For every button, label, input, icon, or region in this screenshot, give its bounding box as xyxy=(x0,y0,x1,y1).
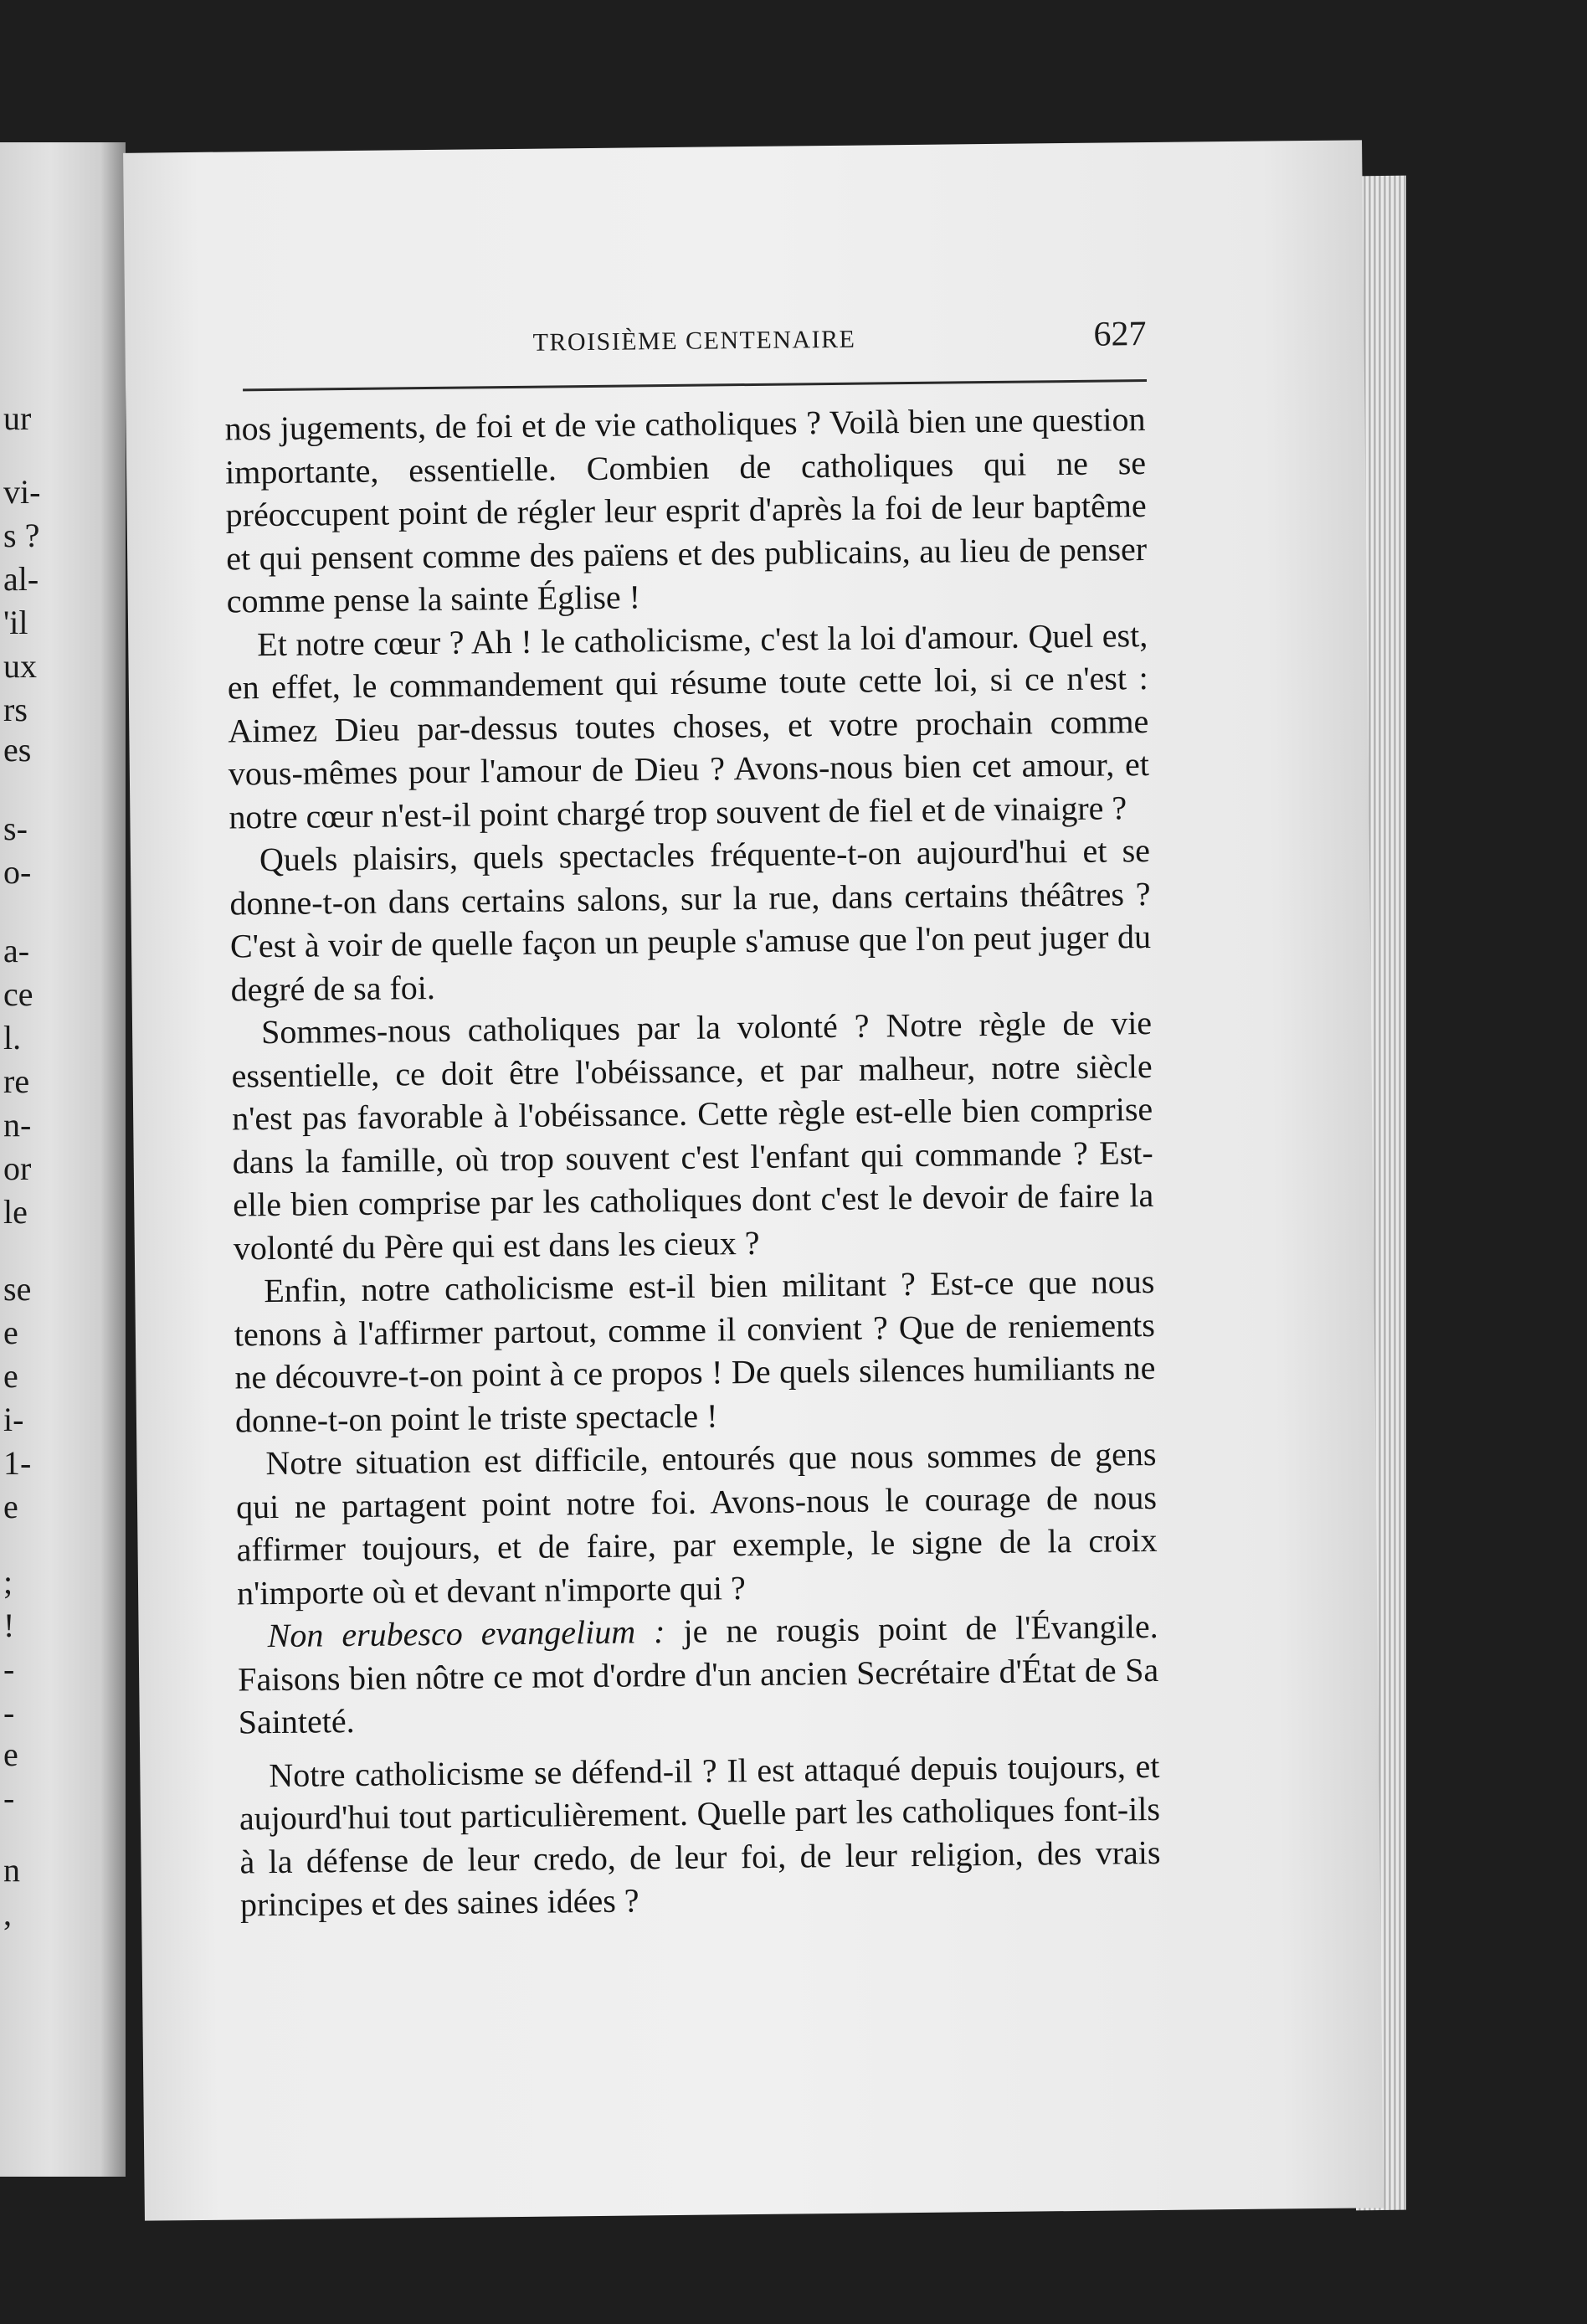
left-fragment: s ? xyxy=(3,517,40,554)
page-header xyxy=(242,315,1147,382)
left-fragment: e xyxy=(3,1357,18,1395)
left-fragment: 1- xyxy=(3,1444,32,1482)
paragraph: Notre situation est difficile, entourés que nous sommes de gens qui ne partagent point notre foi. Avons-nous le courage de nous affirmer toujours, et de faire, par exemple, le signe de la croix n'importe où et devant n'importe qui ? xyxy=(235,1434,1158,1612)
left-fragment: le xyxy=(3,1193,28,1231)
paragraph: Sommes-nous catholiques par la volonté ? Notre règle de vie essentielle, ce doit être l'obéissance, et par malheur, notre siècle n'est pas favorable à l'obéissance. Cette règle est-elle bien comprise dans la famille, où trop souvent c'est l'enfant qui commande ? Est-elle bien comprise par les catholiques dont c'est le devoir de faire la volonté du Père qui est dans les cieux ? xyxy=(231,1004,1154,1267)
left-fragment: - xyxy=(3,1694,15,1731)
paragraph: Notre catholicisme se défend-il ? Il est attaqué depuis toujours, et aujourd'hui tout particulièrement. Quelle part les catholiques font-ils à la défense de leur credo, de leur foi, de leur religion, des vrais principes et des saines idées ? xyxy=(239,1746,1161,1924)
paragraph: Enfin, notre catholicisme est-il bien militant ? Est-ce que nous tenons à l'affirmer partout, comme il convient ? Que de reniements ne découvre-t-on point à ce propos ! De quels silences humiliants ne donne-t-on point le triste spectacle ! xyxy=(234,1262,1156,1439)
left-fragment: or xyxy=(3,1149,32,1187)
left-fragment: re xyxy=(3,1062,30,1100)
left-fragment: l. xyxy=(3,1019,22,1057)
header-rule xyxy=(243,379,1147,391)
left-fragment: - xyxy=(3,1650,15,1688)
latin-quote: Non erubesco evangelium : xyxy=(267,1612,665,1655)
left-fragment: ur xyxy=(3,399,32,437)
body-text xyxy=(224,398,1161,1926)
left-fragment: s- xyxy=(3,810,28,847)
left-fragment: ; xyxy=(3,1563,13,1601)
paragraph: Et notre cœur ? Ah ! le catholicisme, c'est la loi d'amour. Quel est, en effet, le commandement qui résume toute cette loi, si ce n'est : Aimez Dieu par-dessus toutes choses, et votre prochain comme vous-mêmes pour l'amour de Dieu ? Avons-nous bien cet amour, et notre cœur n'est-il point chargé trop souvent de fiel et de vinaigre ? xyxy=(227,615,1150,836)
left-fragment: vi- xyxy=(3,473,41,511)
left-fragment: n xyxy=(3,1851,20,1889)
paragraph: Quels plaisirs, quels spectacles fréquente-t-on aujourd'hui et se donne-t-on dans certains salons, sur la rue, dans certains théâtres ? C'est à voir de quelle façon un peuple s'amuse que l'on peut juger du degré de sa foi. xyxy=(229,831,1152,1009)
left-fragment: e xyxy=(3,1735,18,1773)
paragraph: nos jugements, de foi et de vie catholiques ? Voilà bien une question importante, essentielle. Combien de catholiques qui ne se préoccupent point de régler leur esprit d'après la foi de leur baptême et qui pensent comme des païens et des publicains, au lieu de penser comme pense la sainte Église ! xyxy=(224,400,1148,620)
left-fragment: ce xyxy=(3,975,33,1013)
book-page xyxy=(123,140,1384,2220)
left-fragment: a- xyxy=(3,932,30,969)
left-fragment: e xyxy=(3,1488,18,1525)
left-fragment: e xyxy=(3,1314,18,1351)
left-fragment: al- xyxy=(3,560,39,598)
running-title: TROISIÈME CENTENAIRE xyxy=(532,325,856,357)
paragraph-text: je ne rougis point de l'Évangile. Faisons bien nôtre ce mot d'ordre d'un ancien Secrétaire d'État de Sa Sainteté. xyxy=(237,1607,1159,1741)
left-fragment: 'il xyxy=(3,604,28,641)
left-fragment: rs xyxy=(3,691,28,728)
page-number: 627 xyxy=(1093,315,1147,354)
left-fragment: n- xyxy=(3,1106,32,1144)
previous-page-edge xyxy=(0,142,126,2177)
left-fragment: - xyxy=(3,1779,15,1817)
left-fragment: se xyxy=(3,1270,32,1308)
left-fragment: , xyxy=(3,1895,12,1932)
left-fragment: i- xyxy=(3,1401,24,1438)
paragraph xyxy=(237,1605,1159,1744)
left-fragment: o- xyxy=(3,853,32,891)
left-fragment: ux xyxy=(3,647,37,685)
left-fragment: ! xyxy=(3,1607,15,1644)
left-fragment: es xyxy=(3,731,32,769)
